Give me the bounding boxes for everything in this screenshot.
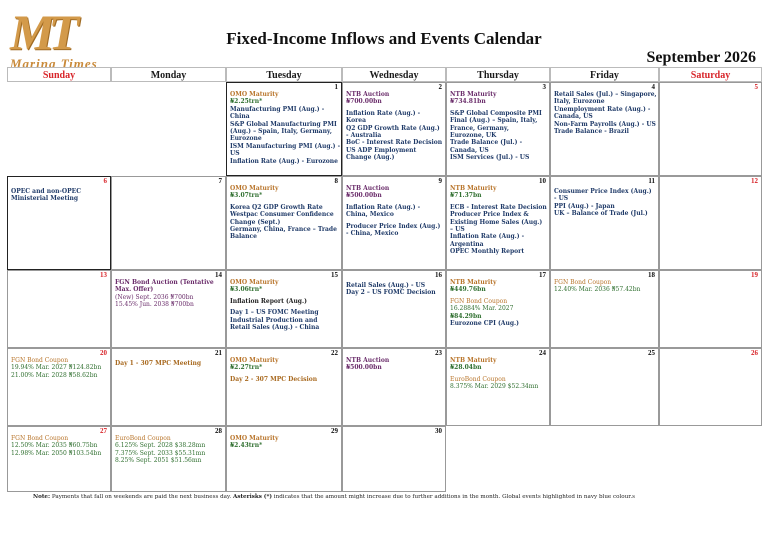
- event-line: Trade Balance - Brazil: [554, 128, 629, 136]
- day-cell-1[interactable]: [226, 82, 342, 176]
- day-cell-4[interactable]: [550, 82, 659, 176]
- day-number: 11: [648, 177, 655, 185]
- event-label: OMO Maturity: [230, 279, 279, 286]
- event-label: OMO Maturity: [230, 435, 279, 442]
- event-label: FGN Bond Auction (Tentative: [115, 279, 214, 286]
- event-label: FGN Bond Coupon: [450, 297, 508, 305]
- event-line: Q2 GDP Growth Rate (Aug.): [346, 124, 440, 132]
- day-cell-22[interactable]: [226, 348, 342, 426]
- event-line: Germany, China, France – Trade: [230, 226, 337, 234]
- day-cell-24[interactable]: [446, 348, 550, 426]
- weekday-header-row: [7, 67, 762, 82]
- event-label: EuroBond Coupon: [115, 435, 171, 442]
- day-cell-11[interactable]: [550, 176, 659, 270]
- day-cell-17[interactable]: [446, 270, 550, 348]
- day-cell-23[interactable]: [342, 348, 446, 426]
- logo-mark: MT: [10, 4, 73, 60]
- event-amount: ₦700.00bn: [346, 98, 382, 106]
- event-amount: ₦449.76bn: [450, 286, 486, 294]
- event-line: OPEC Monthly Report: [450, 248, 525, 256]
- event-line: US ADP Employment: [346, 146, 417, 154]
- day-number: 4: [651, 83, 655, 91]
- event-line: Balance: [230, 233, 257, 241]
- event-line: Producer Price Index &: [450, 211, 529, 219]
- event-line: Trade Balance (Jul.) -: [450, 139, 523, 147]
- day-cell-16[interactable]: [342, 270, 446, 348]
- day-cell-13[interactable]: [7, 270, 111, 348]
- event-line: PPI (Aug.) - Japan: [554, 202, 615, 210]
- event-line: Argentina: [450, 240, 484, 248]
- event-amount: ₦2.27trn*: [230, 364, 263, 372]
- event-amount: 8.25% Sept. 2051 $51.56mn: [115, 457, 202, 465]
- day-number: 27: [100, 427, 107, 435]
- day-cell-28[interactable]: [111, 426, 226, 492]
- day-number: 16: [435, 271, 442, 279]
- weekday-friday: Friday: [550, 67, 659, 82]
- event-amount: ₦2.43trn*: [230, 442, 263, 450]
- day-cell-30[interactable]: [342, 426, 446, 492]
- event-label: FGN Bond Coupon: [11, 357, 69, 364]
- event-amount: 8.375% Mar. 2029 $52.34mn: [450, 383, 539, 391]
- day-cell-3[interactable]: [446, 82, 550, 176]
- event-line: Day 1 - 307 MPC Meeting: [115, 360, 202, 367]
- event-line: OPEC and non-OPEC: [11, 188, 82, 195]
- event-line: Eurozone, UK: [450, 132, 497, 140]
- day-number: 19: [751, 271, 758, 279]
- day-cell-26[interactable]: [659, 348, 762, 426]
- event-amount: ₦2.25trn*: [230, 98, 263, 106]
- event-amount: ₦28.04bn: [450, 364, 482, 372]
- day-number: 6: [103, 177, 107, 185]
- event-amount: ₦84.29bn: [450, 312, 482, 320]
- event-line: Retail Sales (Jul.) – Singapore,: [554, 91, 657, 98]
- event-line: Eurozone: [230, 135, 262, 143]
- event-label: NTB Auction: [346, 357, 390, 364]
- day-cell-7[interactable]: [111, 176, 226, 270]
- day-number: 5: [754, 83, 758, 91]
- event-line: Korea Q2 GDP Growth Rate: [230, 203, 323, 211]
- event-line: China: [230, 113, 250, 121]
- event-amount: ₦500.00bn: [346, 364, 382, 372]
- event-line: 16.2884% Mar. 2027: [450, 305, 514, 313]
- event-label: Max. Offer): [115, 286, 154, 294]
- event-line: Inflation Rate (Aug.) -: [450, 233, 525, 241]
- day-cell-20[interactable]: [7, 348, 111, 426]
- event-amount: ₦500.00bn: [346, 192, 382, 200]
- day-cell-2[interactable]: [342, 82, 446, 176]
- day-cell-14[interactable]: [111, 270, 226, 348]
- day-number: 22: [331, 349, 338, 357]
- event-line: - China, Mexico: [346, 230, 399, 238]
- event-line: S&P Global Composite PMI: [450, 109, 542, 117]
- event-line: S&P Global Manufacturing PMI: [230, 120, 337, 128]
- event-amount: 6.125% Sept. 2028 $38.28mn: [115, 442, 206, 450]
- weekday-thursday: Thursday: [446, 67, 550, 82]
- day-cell-12[interactable]: [659, 176, 762, 270]
- event-amount: (New) Sept. 2036 ₦700bn: [115, 293, 194, 301]
- day-number: 28: [215, 427, 222, 435]
- event-line: Producer Price Index (Aug.): [346, 222, 441, 230]
- event-line: ECB - Interest Rate Decision: [450, 203, 547, 211]
- event-label: FGN Bond Coupon: [554, 279, 612, 286]
- event-line: Eurozone CPI (Aug.): [450, 320, 519, 328]
- event-line: (Aug.) – Spain, Italy, Germany,: [230, 128, 332, 136]
- event-line: Ministerial Meeting: [11, 195, 79, 203]
- event-line: – US: [450, 226, 465, 234]
- day-number: 8: [334, 177, 338, 185]
- day-cell-19[interactable]: [659, 270, 762, 348]
- event-line: Change (Aug.): [346, 154, 395, 162]
- event-line: Manufacturing PMI (Aug.) -: [230, 105, 325, 113]
- day-cell-25[interactable]: [550, 348, 659, 426]
- day-number: 3: [542, 83, 546, 91]
- event-line: - US: [554, 195, 569, 203]
- note-text-2: indicates that the amount might increase due to further additions in the month. Global events highlighted in navy blue colour.s: [272, 494, 635, 500]
- event-amount: 12.40% Mar. 2036 ₦57.42bn: [554, 286, 641, 294]
- event-amount: ₦3.06trn*: [230, 286, 263, 294]
- event-line: Inflation Report (Aug.): [230, 297, 307, 305]
- event-line: China, Mexico: [346, 211, 394, 219]
- day-number: 14: [215, 271, 222, 279]
- day-cell-9[interactable]: [342, 176, 446, 270]
- event-line: Canada, US: [450, 146, 489, 154]
- event-line: Existing Home Sales (Aug.): [450, 218, 543, 226]
- event-label: NTB Maturity: [450, 279, 497, 286]
- day-number: 18: [648, 271, 655, 279]
- day-cell-10[interactable]: [446, 176, 550, 270]
- event-line: Day 1 – US FOMC Meeting: [230, 309, 319, 317]
- event-line: BoC - Interest Rate Decision: [346, 139, 443, 147]
- day-cell-8[interactable]: [226, 176, 342, 270]
- event-label: FGN Bond Coupon: [11, 435, 69, 442]
- day-number: 29: [331, 427, 338, 435]
- event-line: Retail Sales (Aug.) - US: [346, 282, 426, 289]
- event-line: Retail Sales (Aug.) - China: [230, 324, 320, 332]
- day-number: 1: [334, 83, 338, 91]
- event-line: Non-Farm Payrolls (Aug.) - US: [554, 120, 656, 128]
- event-label: NTB Maturity: [450, 185, 497, 192]
- event-label: OMO Maturity: [230, 185, 279, 192]
- event-amount: 12.50% Mar. 2035 ₦60.75bn: [11, 442, 98, 450]
- note-text-1: Payments that fall on weekends are paid the next business day.: [50, 494, 233, 500]
- day-cell-21[interactable]: [111, 348, 226, 426]
- day-number: 17: [539, 271, 546, 279]
- day-number: 7: [218, 177, 222, 185]
- event-amount: 12.98% Mar. 2050 ₦103.54bn: [11, 449, 102, 457]
- event-amount: ₦3.07trn*: [230, 192, 263, 200]
- event-label: OMO Maturity: [230, 357, 279, 364]
- note-label: Note:: [33, 494, 51, 500]
- day-number: 13: [100, 271, 107, 279]
- event-line: ISM Services (Jul.) - US: [450, 154, 530, 162]
- event-line: France, Germany,: [450, 124, 509, 132]
- event-amount: 19.94% Mar. 2027 ₦124.82bn: [11, 364, 102, 372]
- weekday-wednesday: Wednesday: [342, 67, 446, 82]
- event-line: ISM Manufacturing PMI (Aug.) -: [230, 142, 341, 150]
- day-cell-15[interactable]: [226, 270, 342, 348]
- event-line: Korea: [346, 117, 366, 125]
- event-label: NTB Maturity: [450, 91, 497, 98]
- event-line: Inflation Rate (Aug.) -: [346, 203, 421, 211]
- event-line: - Australia: [346, 132, 382, 140]
- event-line: Inflation Rate (Aug.) - Eurozone: [230, 157, 338, 165]
- day-cell-5[interactable]: [659, 82, 762, 176]
- event-line: Inflation Rate (Aug.) -: [346, 109, 421, 117]
- event-line: Canada, US: [554, 113, 593, 121]
- day-cell-29[interactable]: [226, 426, 342, 492]
- weekday-sunday: Sunday: [7, 67, 111, 82]
- day-cell-27[interactable]: [7, 426, 111, 492]
- day-cell-6[interactable]: [7, 176, 111, 270]
- event-label: NTB Auction: [346, 91, 390, 98]
- event-line: Italy, Eurozone: [554, 98, 605, 106]
- weekday-saturday: Saturday: [659, 67, 762, 82]
- day-number: 9: [438, 177, 442, 185]
- event-line: Unemployment Rate (Aug.) -: [554, 105, 651, 113]
- day-number: 2: [438, 83, 442, 91]
- day-number: 10: [539, 177, 546, 185]
- event-amount: 15.45% Jun. 2038 ₦700bn: [115, 301, 194, 309]
- day-number: 15: [331, 271, 338, 279]
- event-line: Change (Sept.): [230, 218, 281, 226]
- event-line: Day 2 – US FOMC Decision: [346, 289, 436, 297]
- month-label: September 2026: [646, 49, 756, 66]
- event-line: Westpac Consumer Confidence: [230, 211, 334, 219]
- footnote: [33, 494, 635, 500]
- event-amount: 21.00% Mar. 2028 ₦58.62bn: [11, 371, 98, 379]
- note-asterisk: Asterisks (*): [232, 494, 273, 500]
- event-line: Industrial Production and: [230, 316, 318, 324]
- event-line: US: [230, 150, 240, 158]
- day-cell-18[interactable]: [550, 270, 659, 348]
- event-line: Consumer Price Index (Aug.): [554, 188, 652, 195]
- event-line: UK – Balance of Trade (Jul.): [554, 210, 648, 218]
- event-amount: ₦734.81bn: [450, 98, 486, 106]
- page-title: Fixed-Income Inflows and Events Calendar: [226, 29, 542, 48]
- event-label: EuroBond Coupon: [450, 375, 506, 383]
- event-label: OMO Maturity: [230, 91, 279, 98]
- event-line: Final (Aug.) – Spain, Italy,: [450, 117, 538, 125]
- day-number: 24: [539, 349, 546, 357]
- event-amount: ₦71.37bn: [450, 192, 482, 200]
- logo-name: Marina Times: [10, 56, 98, 71]
- day-number: 21: [215, 349, 222, 357]
- event-amount: 7.375% Sept. 2033 $55.31mn: [115, 449, 206, 457]
- event-label: NTB Maturity: [450, 357, 497, 364]
- day-number: 20: [100, 349, 107, 357]
- day-number: 25: [648, 349, 655, 357]
- day-number: 30: [435, 427, 442, 435]
- day-number: 23: [435, 349, 442, 357]
- day-number: 12: [751, 177, 758, 185]
- event-label: NTB Auction: [346, 185, 390, 192]
- weekday-tuesday: Tuesday: [226, 67, 342, 82]
- day-number: 26: [751, 349, 758, 357]
- event-line: Day 2 - 307 MPC Decision: [230, 375, 318, 383]
- weekday-monday: Monday: [111, 67, 226, 82]
